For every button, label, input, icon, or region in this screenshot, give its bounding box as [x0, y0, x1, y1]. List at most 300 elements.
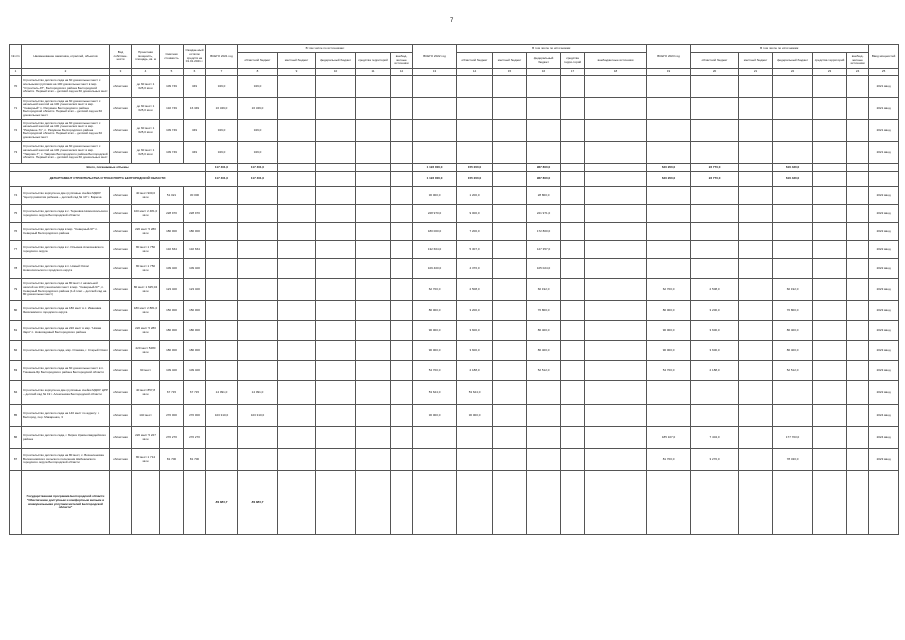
- column-index: 6: [184, 69, 206, 76]
- cell-rem: 349: [184, 120, 206, 142]
- cell-t23: [647, 142, 691, 164]
- cell-est: 81 700: [160, 449, 184, 471]
- cell-f23: [773, 381, 813, 405]
- cell-tr22: [561, 205, 585, 223]
- cell-f22: 221 971,0: [527, 205, 561, 223]
- cell-n23: [847, 205, 869, 223]
- cell-n21: [391, 449, 413, 471]
- cell-r22: 1 200,0: [457, 187, 493, 205]
- cell-t23: [647, 259, 691, 279]
- dept-label: ДЕПАРТАМЕНТ СТРОИТЕЛЬСТВА И ТРАНСПОРТА БЕЛГОРОДСКОЙ ОБЛАСТИ: [10, 172, 206, 187]
- cell-no: 80: [10, 301, 22, 321]
- cell-t22: [413, 449, 457, 471]
- cell-f22: [527, 76, 561, 98]
- cell-tr21: [356, 341, 391, 361]
- cell-l21: [278, 405, 316, 427]
- header-ownership: Вид собствен-ности: [110, 45, 132, 69]
- cell-l21: [278, 164, 316, 172]
- cell-rem: 109 400: [184, 361, 206, 381]
- cell-l22: [493, 164, 527, 172]
- cell-f23: 52 512,0: [773, 361, 813, 381]
- cell-f21: [316, 361, 356, 381]
- page-number: 7: [450, 18, 454, 24]
- cell-est: 180 000: [160, 341, 184, 361]
- cell-r23: [691, 381, 739, 405]
- cell-n22: [585, 223, 647, 241]
- cell-tr23: [813, 142, 847, 164]
- cell-r22: [457, 76, 493, 98]
- cell-l22: [493, 98, 527, 120]
- cell-tr22: [561, 187, 585, 205]
- cell-r22: 4 376,0: [457, 259, 493, 279]
- cell-n21: [391, 279, 413, 301]
- cell-empty: [356, 471, 391, 535]
- cell-l22: [493, 259, 527, 279]
- header-regional-2023: областной бюджет: [691, 53, 739, 69]
- cell-own: областная: [110, 341, 132, 361]
- cell-l21: [278, 241, 316, 259]
- cell-r21: 117 401,0: [238, 172, 278, 187]
- cell-f23: [773, 187, 813, 205]
- cell-rem: 132 664: [184, 241, 206, 259]
- cell-no: 86: [10, 427, 22, 449]
- cell-t22: 90 000,0: [413, 341, 457, 361]
- cell-l22: [493, 172, 527, 187]
- cell-commission: 2022 ввод: [869, 223, 899, 241]
- cell-rem: 349: [184, 76, 206, 98]
- column-index: 24: [847, 69, 869, 76]
- cell-t22: [413, 142, 457, 164]
- header-nonbudget-2023: внебюд-жетные источники: [847, 53, 869, 69]
- cell-n21: [391, 172, 413, 187]
- cell-no: 73: [10, 142, 22, 164]
- cell-empty: [813, 471, 847, 535]
- cell-empty: [869, 471, 899, 535]
- cell-rem: 180 000: [184, 341, 206, 361]
- cell-tr23: [813, 98, 847, 120]
- cell-tr21: [356, 301, 391, 321]
- cell-r21: 349,0: [238, 142, 278, 164]
- cell-f22: [527, 98, 561, 120]
- cell-l23: [739, 361, 773, 381]
- cell-cap: 80 мест 1 750 кв.м: [132, 259, 160, 279]
- cell-l23: [739, 205, 773, 223]
- column-index: 11: [356, 69, 391, 76]
- cell-empty: [457, 471, 493, 535]
- program-regional-2021: 89 883,7: [238, 471, 278, 535]
- cell-cap: 40 мест 857,8 кв.м: [132, 381, 160, 405]
- cell-n21: [391, 427, 413, 449]
- cell-r21: 349,0: [238, 76, 278, 98]
- cell-commission: 2021 ввод: [869, 142, 899, 164]
- cell-f22: 86 400,0: [527, 341, 561, 361]
- table-row: [10, 120, 899, 142]
- cell-r22: 9 000,0: [457, 205, 493, 223]
- cell-commission: 2022 ввод: [869, 241, 899, 259]
- cell-f21: [316, 381, 356, 405]
- cell-tr22: [561, 361, 585, 381]
- cell-t21: 16 349,0: [206, 98, 238, 120]
- cell-t21: [206, 187, 238, 205]
- cell-tr22: [561, 301, 585, 321]
- cell-l21: [278, 205, 316, 223]
- cell-tr22: [561, 381, 585, 405]
- cell-cap: 220 мест 5 280 кв.м: [132, 321, 160, 341]
- cell-empty: [278, 471, 316, 535]
- cell-tr23: [813, 301, 847, 321]
- cell-empty: [585, 471, 647, 535]
- cell-no: 81: [10, 321, 22, 341]
- cell-commission: 2022 ввод: [869, 187, 899, 205]
- cell-name: Строительство корпуса на две групповые ячейки МДОУ ЦРР – детский сад № 19 г. Алексеевка Белгородской области: [22, 381, 110, 405]
- cell-n23: [847, 259, 869, 279]
- column-index: 1: [10, 69, 22, 76]
- cell-tr21: [356, 98, 391, 120]
- cell-commission: [869, 172, 899, 187]
- cell-est: 51 021: [160, 187, 184, 205]
- header-local-2022: местный бюджет: [493, 53, 527, 69]
- cell-cap: до 60 мест 1 625,0 кв.м: [132, 98, 160, 120]
- cell-r21: [238, 341, 278, 361]
- cell-own: [110, 471, 132, 535]
- table-row: [10, 279, 899, 301]
- cell-est: 109 400: [160, 361, 184, 381]
- cell-l21: [278, 427, 316, 449]
- cell-t23: [647, 205, 691, 223]
- cell-tr21: [356, 449, 391, 471]
- cell-own: областная: [110, 76, 132, 98]
- cell-f23: [773, 241, 813, 259]
- cell-n23: [847, 321, 869, 341]
- cell-tr23: [813, 187, 847, 205]
- cell-l22: [493, 321, 527, 341]
- cell-f21: [316, 76, 356, 98]
- cell-rem: 67 715: [184, 381, 206, 405]
- column-index: 16: [527, 69, 561, 76]
- cell-n22: [585, 76, 647, 98]
- column-index: 18: [585, 69, 647, 76]
- cell-n21: [391, 98, 413, 120]
- cell-own: областная: [110, 205, 132, 223]
- cell-n23: [847, 427, 869, 449]
- header-total-2021: ВСЕГО 2021 год: [206, 45, 238, 69]
- cell-l22: [493, 427, 527, 449]
- cell-f23: 616 430,0: [773, 164, 813, 172]
- column-index: 2: [22, 69, 110, 76]
- cell-commission: 2022 ввод: [869, 205, 899, 223]
- cell-name: Строительство детского сада в п. Новый Оскол Новооскольского городского округа: [22, 259, 110, 279]
- cell-n21: [391, 361, 413, 381]
- cell-n23: [847, 172, 869, 187]
- cell-l23: [739, 259, 773, 279]
- cell-r22: 2 508,0: [457, 279, 493, 301]
- cell-no: 85: [10, 405, 22, 427]
- cell-tr23: [813, 405, 847, 427]
- cell-r23: 3 200,0: [691, 301, 739, 321]
- cell-commission: 2023 ввод: [869, 341, 899, 361]
- cell-t21: [206, 361, 238, 381]
- table-row: [10, 98, 899, 120]
- column-index: 9: [278, 69, 316, 76]
- cell-tr22: [561, 164, 585, 172]
- column-index: 23: [813, 69, 847, 76]
- cell-f23: 86 400,0: [773, 321, 813, 341]
- cell-empty: [413, 471, 457, 535]
- cell-t22: 1 123 000,0: [413, 164, 457, 172]
- cell-name: Строительство детского сада на 60 дошкольных мест в п. Тишанка-Яр Белгородского района Белгородской области: [22, 361, 110, 381]
- cell-f22: [527, 449, 561, 471]
- cell-rem: 109 400: [184, 259, 206, 279]
- cell-t21: [206, 279, 238, 301]
- cell-l23: [739, 241, 773, 259]
- cell-t22: [413, 427, 457, 449]
- cell-rem: 30 000: [184, 187, 206, 205]
- cell-l22: [493, 405, 527, 427]
- cell-tr21: [356, 361, 391, 381]
- cell-tr22: [561, 142, 585, 164]
- table-body: [10, 69, 899, 535]
- cell-f21: [316, 98, 356, 120]
- cell-tr23: [813, 76, 847, 98]
- cell-tr23: [813, 361, 847, 381]
- cell-n23: [847, 279, 869, 301]
- cell-t22: [413, 120, 457, 142]
- cell-t21: [206, 341, 238, 361]
- cell-name: Строительство детского сада на 180 мест в с. Ивановка Яковлевского городского округа: [22, 301, 110, 321]
- cell-n22: [585, 381, 647, 405]
- cell-tr21: [356, 172, 391, 187]
- cell-empty: [773, 471, 813, 535]
- cell-l22: [493, 449, 527, 471]
- header-federal-2021: федеральный бюджет: [316, 53, 356, 69]
- cell-n23: [847, 241, 869, 259]
- table-row: [10, 301, 899, 321]
- cell-n21: [391, 223, 413, 241]
- header-sources-2023: В том числе по источникам:: [691, 45, 869, 53]
- header-remaining: Ожидае-мый остаток средств на 01.01.2021 г.: [184, 45, 206, 69]
- cell-commission: 2024 ввод: [869, 405, 899, 427]
- cell-est: 123 400: [160, 279, 184, 301]
- cell-n23: [847, 187, 869, 205]
- cell-tr22: [561, 279, 585, 301]
- cell-l21: [278, 76, 316, 98]
- cell-tr23: [813, 341, 847, 361]
- cell-cap: 80 мест 1 750 кв.м: [132, 241, 160, 259]
- cell-r23: [691, 142, 739, 164]
- header-territories-2022: средства терри-торий: [561, 53, 585, 69]
- cell-r21: 103 310,0: [238, 405, 278, 427]
- cell-t21: [206, 321, 238, 341]
- cell-t23: 640 200,0: [647, 164, 691, 172]
- cell-tr21: [356, 427, 391, 449]
- cell-commission: 2022 ввод: [869, 381, 899, 405]
- cell-tr21: [356, 241, 391, 259]
- cell-r21: [238, 223, 278, 241]
- cell-cap: 90 мест: [132, 361, 160, 381]
- program-title: Государственная программа Белгородской области "Обеспечение доступным и комфортным жильем и коммунальными услугами жителей Белгородской области": [22, 471, 110, 535]
- cell-r23: 2 508,0: [691, 279, 739, 301]
- cell-f21: [316, 172, 356, 187]
- cell-t23: [647, 98, 691, 120]
- cell-n23: [847, 223, 869, 241]
- table-row: [10, 76, 899, 98]
- cell-cap: 140 мест: [132, 405, 160, 427]
- cell-t21: 349,0: [206, 120, 238, 142]
- cell-r23: 7 404,0: [691, 427, 739, 449]
- cell-tr21: [356, 164, 391, 172]
- cell-f22: [527, 142, 561, 164]
- cell-f21: [316, 321, 356, 341]
- cell-tr22: [561, 341, 585, 361]
- cell-commission: 2021 ввод: [869, 120, 899, 142]
- cell-f21: [316, 427, 356, 449]
- cell-empty: [527, 471, 561, 535]
- cell-commission: 2023 ввод: [869, 279, 899, 301]
- cell-f22: 967 800,0: [527, 164, 561, 172]
- cell-n22: [585, 279, 647, 301]
- cell-l22: [493, 205, 527, 223]
- cell-est: 109 749: [160, 120, 184, 142]
- cell-name: Строительство детского сада, г. Бирюч Красногвардейского района: [22, 427, 110, 449]
- cell-name: Строительство детского сада, мкр. Огиевка, г. Старый Оскол: [22, 341, 110, 361]
- cell-r23: 3 600,0: [691, 321, 739, 341]
- cell-f23: [773, 120, 813, 142]
- cell-l21: [278, 259, 316, 279]
- cell-no: 75: [10, 205, 22, 223]
- cell-commission: 2023 ввод: [869, 321, 899, 341]
- cell-tr22: [561, 259, 585, 279]
- cell-l22: [493, 279, 527, 301]
- cell-r23: [691, 120, 739, 142]
- table-row: [10, 321, 899, 341]
- cell-t23: [647, 120, 691, 142]
- cell-n22: [585, 241, 647, 259]
- cell-no: 79: [10, 279, 22, 301]
- cell-r22: 3 200,0: [457, 301, 493, 321]
- cell-l21: [278, 187, 316, 205]
- cell-f21: [316, 405, 356, 427]
- cell-t23: 90 000,0: [647, 341, 691, 361]
- cell-t22: 228 970,0: [413, 205, 457, 223]
- cell-r22: 155 200,0: [457, 164, 493, 172]
- cell-n22: [585, 120, 647, 142]
- cell-t21: [206, 223, 238, 241]
- cell-t22: 30 000,0: [413, 187, 457, 205]
- column-index: 3: [110, 69, 132, 76]
- cell-tr23: [813, 241, 847, 259]
- cell-est: 132 664: [160, 241, 184, 259]
- cell-l22: [493, 301, 527, 321]
- cell-t23: 90 000,0: [647, 321, 691, 341]
- cell-l23: [739, 223, 773, 241]
- column-index: 19: [647, 69, 691, 76]
- cell-l23: [739, 187, 773, 205]
- cell-no: 74: [10, 187, 22, 205]
- cell-rem: 150 000: [184, 301, 206, 321]
- cell-r21: [238, 241, 278, 259]
- cell-t21: [206, 427, 238, 449]
- cell-n21: [391, 405, 413, 427]
- cell-f21: [316, 301, 356, 321]
- cell-l22: [493, 361, 527, 381]
- cell-l23: [739, 321, 773, 341]
- cell-r22: 7 200,0: [457, 223, 493, 241]
- cell-f22: [527, 381, 561, 405]
- header-regional-2022: областной бюджет: [457, 53, 493, 69]
- header-total-2022: ВСЕГО 2022 год: [413, 45, 457, 69]
- cell-tr23: [813, 205, 847, 223]
- cell-n22: [585, 321, 647, 341]
- column-index: 10: [316, 69, 356, 76]
- cell-l23: [739, 164, 773, 172]
- cell-empty: [493, 471, 527, 535]
- column-index: 15: [493, 69, 527, 76]
- cell-r23: 3 270,0: [691, 449, 739, 471]
- table-row: [10, 187, 899, 205]
- cell-l23: [739, 341, 773, 361]
- cell-cap: 220 мест 5280 кв.м: [132, 341, 160, 361]
- cell-no: 72: [10, 120, 22, 142]
- cell-own: областная: [110, 405, 132, 427]
- cell-cap: 80 мест 1 625,04 кв.м: [132, 279, 160, 301]
- cell-f23: 177 703,0: [773, 427, 813, 449]
- cell-n23: [847, 120, 869, 142]
- cell-n22: [585, 449, 647, 471]
- cell-f21: [316, 187, 356, 205]
- cell-tr22: [561, 172, 585, 187]
- cell-commission: 2021 ввод: [869, 98, 899, 120]
- cell-own: областная: [110, 142, 132, 164]
- cell-f23: [773, 223, 813, 241]
- cell-l23: [739, 301, 773, 321]
- cell-own: областная: [110, 321, 132, 341]
- cell-f23: 86 400,0: [773, 341, 813, 361]
- cell-f22: 28 800,0: [527, 187, 561, 205]
- cell-tr21: [356, 205, 391, 223]
- header-federal-2023: федеральный бюджет: [773, 53, 813, 69]
- cell-n22: [585, 98, 647, 120]
- cell-r23: [691, 76, 739, 98]
- cell-commission: 2024 ввод: [869, 427, 899, 449]
- cell-l23: [739, 76, 773, 98]
- cell-f23: 78 430,0: [773, 449, 813, 471]
- cell-r23: 3 600,0: [691, 341, 739, 361]
- cell-empty: [691, 471, 739, 535]
- sum-row: [10, 164, 899, 172]
- cell-tr22: [561, 76, 585, 98]
- header-sources-2021: В том числе по источникам:: [238, 45, 413, 53]
- cell-t23: [647, 405, 691, 427]
- cell-rem: 270 270: [184, 427, 206, 449]
- cell-n23: [847, 405, 869, 427]
- cell-r21: [238, 449, 278, 471]
- cell-no: [10, 471, 22, 535]
- cell-f22: 105 024,0: [527, 259, 561, 279]
- cell-r21: 117 401,0: [238, 164, 278, 172]
- cell-f23: [773, 142, 813, 164]
- cell-t23: [647, 223, 691, 241]
- cell-own: областная: [110, 259, 132, 279]
- cell-t23: [647, 76, 691, 98]
- cell-est: 270 000: [160, 405, 184, 427]
- cell-r21: [238, 187, 278, 205]
- table-row: [10, 259, 899, 279]
- cell-t22: 109 400,0: [413, 259, 457, 279]
- cell-cap: 80 мест 1 714 кв.м: [132, 449, 160, 471]
- cell-t23: 81 700,0: [647, 449, 691, 471]
- cell-cap: 100 мест 2 481,0 кв.м: [132, 205, 160, 223]
- cell-l21: [278, 321, 316, 341]
